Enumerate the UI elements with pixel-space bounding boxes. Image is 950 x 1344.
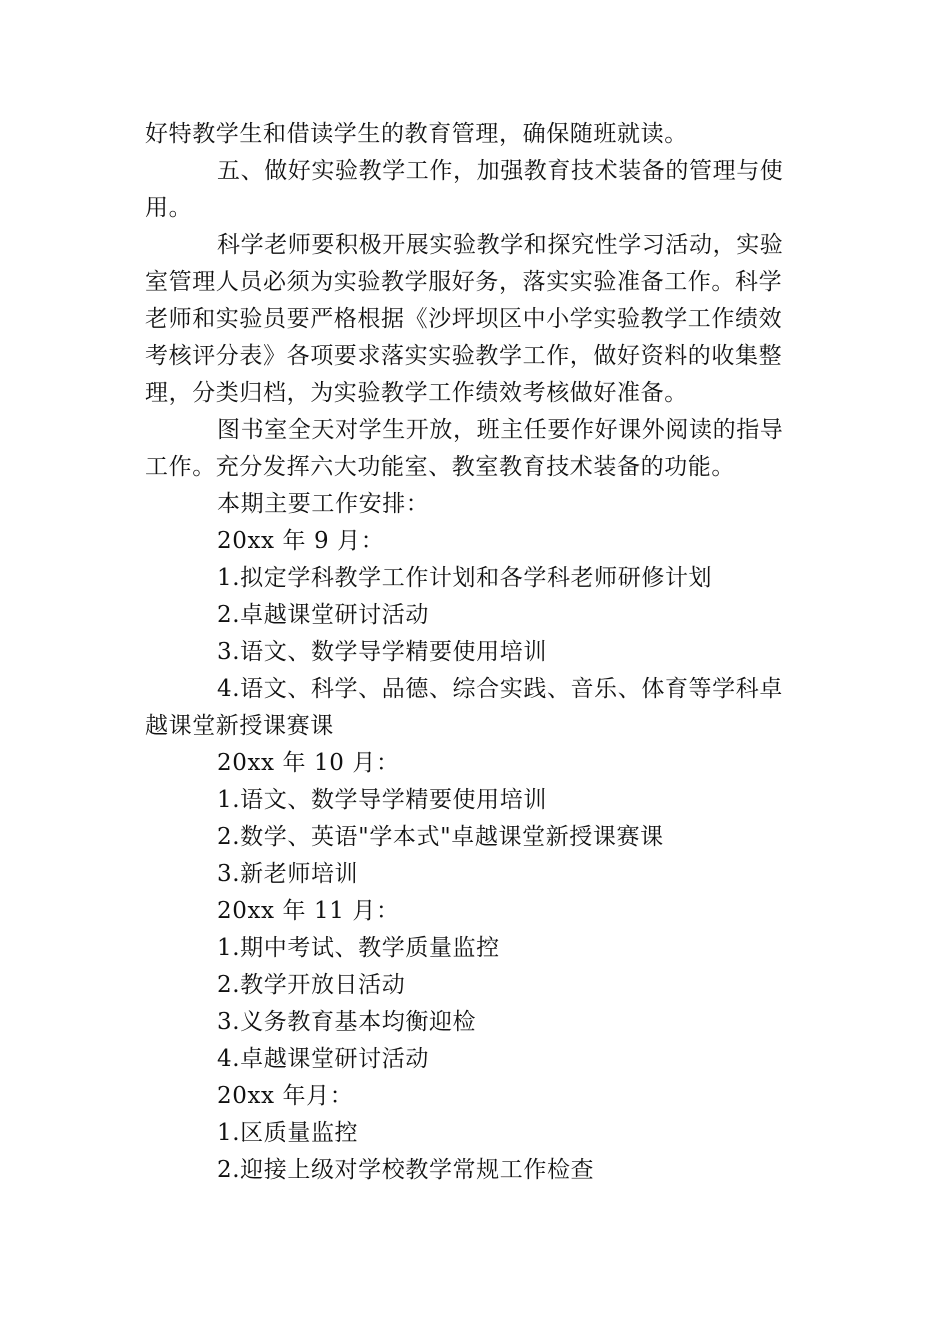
list-item: 2.卓越课堂研讨活动 <box>217 602 429 628</box>
paragraph-science: 科学老师要积极开展实验教学和探究性学习活动，实验室管理人员必须为实验教学服好务，落实实验准备工作。科学老师和实验员要严格根据《沙坪坝区中小学实验教学工作绩效考核评分表》各项要求落实实验教学工作，做好资料的收集整理，分类归档，为实验教学工作绩效考核做好准备。 <box>145 232 784 406</box>
month-heading-oct: 20xx 年 10 月： <box>217 750 400 776</box>
month-heading-nov: 20xx 年 11 月： <box>217 898 400 924</box>
list-item: 3.新老师培训 <box>217 861 359 887</box>
list-item: 2.教学开放日活动 <box>217 972 406 998</box>
list-item: 3.语文、数学导学精要使用培训 <box>217 639 547 665</box>
list-item: 1.语文、数学导学精要使用培训 <box>217 787 547 813</box>
paragraph-library: 图书室全天对学生开放，班主任要作好课外阅读的指导工作。充分发挥六大功能室、教室教育技术装备的功能。 <box>145 417 784 480</box>
document-page <box>145 116 793 1189</box>
list-item: 4.语文、科学、品德、综合实践、音乐、体育等学科卓越课堂新授课赛课 <box>145 676 783 739</box>
list-item: 1.期中考试、教学质量监控 <box>217 935 500 961</box>
list-item: 1.区质量监控 <box>217 1120 359 1146</box>
list-item: 1.拟定学科教学工作计划和各学科老师研修计划 <box>217 565 713 591</box>
section-heading-5: 五、做好实验教学工作，加强教育技术装备的管理与使用。 <box>145 158 784 221</box>
list-item: 4.卓越课堂研讨活动 <box>217 1046 429 1072</box>
month-heading-sep: 20xx 年 9 月： <box>217 528 385 554</box>
paragraph-1: 好特教学生和借读学生的教育管理，确保随班就读。 <box>145 121 688 147</box>
month-heading: 20xx 年月： <box>217 1083 354 1109</box>
schedule-heading: 本期主要工作安排： <box>217 491 430 517</box>
list-item: 3.义务教育基本均衡迎检 <box>217 1009 477 1035</box>
list-item: 2.迎接上级对学校教学常规工作检查 <box>217 1157 595 1183</box>
list-item: 2.数学、英语"学本式"卓越课堂新授课赛课 <box>217 824 664 850</box>
